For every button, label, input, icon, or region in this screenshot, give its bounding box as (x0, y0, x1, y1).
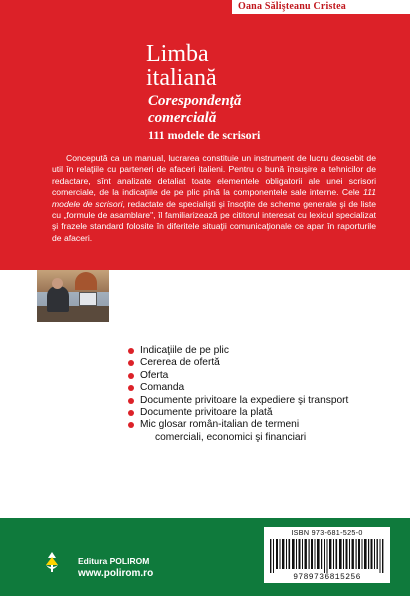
bullet-icon (128, 348, 134, 354)
bullet-icon (128, 360, 134, 366)
photo-background (37, 270, 109, 292)
bullet-icon (128, 373, 134, 379)
book-description (52, 153, 376, 244)
photo-person-head (52, 278, 63, 289)
book-subtitle-line-1: Corespondenţă (148, 93, 242, 109)
contents-list (128, 345, 348, 444)
photo-dome (75, 272, 97, 290)
list-item (128, 407, 348, 419)
description-part-2: , redactate de specialişti şi însoţite de scheme generale şi de liste cu „formule de asamblare", îl familiarizează pe cititorul interesat cu lexicul specializat şi frazele standard folosite în diferitele situaţii comunicaţionale ce apar în raporturile de afaceri. (52, 198, 377, 243)
description-emphasis: 111 modele de scrisori (52, 187, 376, 209)
description-part-1: Concepută ca un manual, lucrarea constituie un instrument de lucru deosebit de util în relaţiile cu parteneri de afaceri italieni. Pentru o bună însuşire a tehnicilor de redactare, sînt analizate detaliat toate elementele obligatorii ale unei scrisori comerciale, de la indicaţiile de pe plic pînă la componentele sale interne. Cele (52, 153, 376, 198)
polirom-logo-icon (42, 551, 62, 573)
photo-monitor (79, 292, 97, 306)
list-item-label: Documente privitoare la plată (140, 407, 273, 419)
list-item-label: Comanda (140, 382, 185, 394)
book-title-line-2: italiană (146, 65, 217, 91)
bullet-icon (128, 385, 134, 391)
list-item (128, 357, 348, 369)
list-item (128, 345, 348, 357)
list-item (128, 419, 348, 431)
author-name: Oana Sălişteanu Cristea (238, 1, 346, 12)
barcode-number: 9789736815256 (293, 573, 361, 582)
book-subtitle-line-2: comercială (148, 110, 217, 126)
list-item-label: Cererea de ofertă (140, 357, 220, 369)
barcode-icon (270, 539, 384, 573)
publisher-website: www.polirom.ro (78, 568, 154, 579)
isbn-label: ISBN 973-681-525-0 (291, 528, 363, 537)
list-item-continuation: comerciali, economici şi financiari (155, 431, 307, 443)
bullet-icon (128, 410, 134, 416)
list-item-label: Indicaţiile de pe plic (140, 345, 229, 356)
book-title-line-1: Limba (146, 41, 209, 67)
office-photo (37, 270, 109, 322)
list-item (128, 395, 348, 407)
list-item-label: Oferta (140, 369, 169, 381)
bullet-icon (128, 422, 134, 428)
list-item (128, 382, 348, 394)
bullet-icon (128, 398, 134, 404)
photo-person (47, 286, 69, 312)
barcode-panel (264, 527, 390, 583)
models-count: 111 modele de scrisori (148, 128, 261, 142)
list-item (128, 370, 348, 382)
list-item-label: Mic glosar român-italian de termeni (140, 419, 300, 431)
publisher-name: Editura POLIROM (78, 556, 150, 566)
list-item-label: Documente privitoare la expediere şi transport (140, 394, 349, 406)
